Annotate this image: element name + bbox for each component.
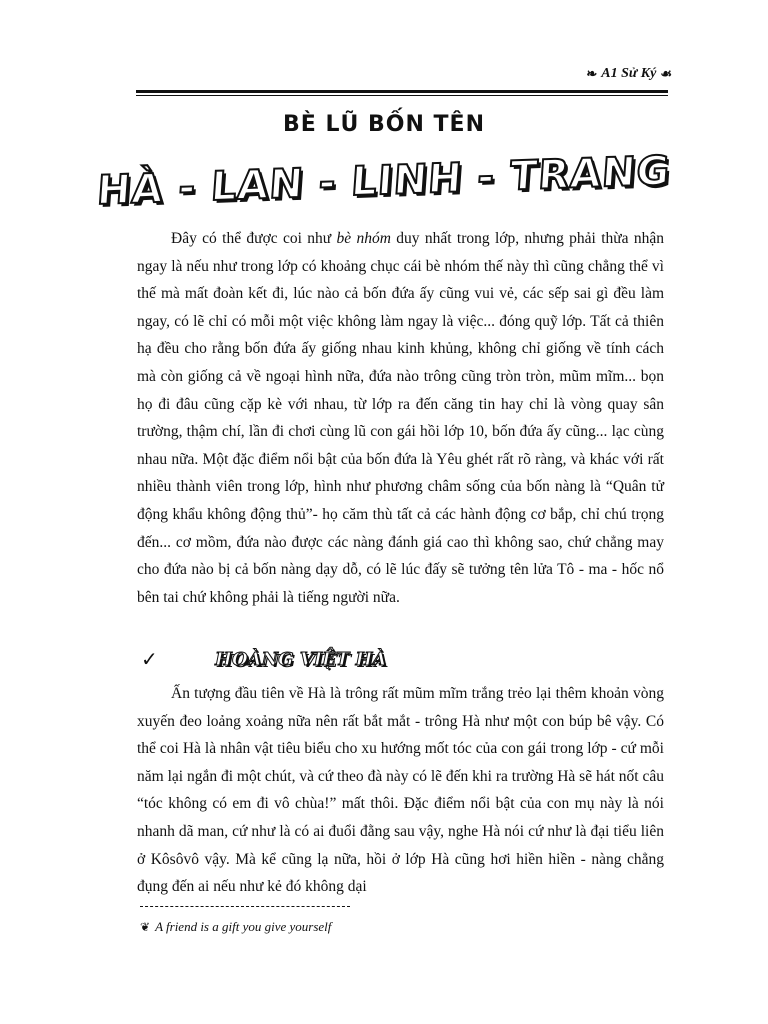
footer <box>140 919 331 935</box>
fleuron-left-icon: ❧ <box>586 66 598 81</box>
page-subtitle <box>0 147 768 215</box>
running-header <box>586 66 672 82</box>
paragraph-1-rest: duy nhất trong lớp, nhưng phải thừa nhận ngay là nếu như trong lớp có khoảng chục cái bè nhóm thế này thì cũng chẳng thể vì thế mà mất đoàn kết đi, lúc nào cả bốn đứa ấy cũng vui vẻ, các sếp sai gì đều làm ngay, có lẽ chỉ có mỗi một việc không làm ngay là việc... đóng quỹ lớp. Tất cả thiên hạ đều cho rằng bốn đứa ấy giống nhau kinh khủng, không chỉ giống về tính cách mà còn giống cả về ngoại hình nữa, đứa nào trông cũng tròn tròn, mũm mĩm... bọn họ đi đâu cũng cặp kè với nhau, từ lớp ra đến căng tin hay chỉ là vòng quay sân trường, thậm chí, lần đi chơi cùng lũ con gái hồi lớp 10, bốn đứa ấy cũng... lạc cùng nhau nữa. Một đặc điểm nổi bật của bốn đứa là Yêu ghét rất rõ ràng, và khác với rất nhiều thành viên trong lớp, hình như phương châm sống của bốn nàng là “Quân tử động khẩu không động thủ”- họ căm thù tất cả các hành động cơ bắp, chỉ chú trọng đến... cơ mồm, đứa nào được các nàng đánh giá cao thì không sao, chứ chẳng may cho đứa nào bị cả bốn nàng dạy dỗ, có lẽ lúc đấy sẽ tưởng tên lửa Tô - ma - hốc nổ bên tai chứ không phải là tiếng người nữa. <box>137 230 665 606</box>
footer-text: A friend is a gift you give yourself <box>155 919 332 934</box>
footer-rule <box>140 906 350 907</box>
fleuron-right-icon: ☙ <box>660 66 672 81</box>
body-paragraph-1 <box>137 225 664 611</box>
paragraph-1-start: Đây có thể được coi như <box>171 230 337 247</box>
page-subtitle-text: HÀ - LAN - LINH - TRANG <box>95 147 673 215</box>
section-heading <box>141 647 386 671</box>
floral-heart-icon: ❦ <box>140 919 151 934</box>
header-rule <box>136 90 668 93</box>
emphasis-text: bè nhóm <box>336 230 391 247</box>
section-title: HOÀNG VIỆT HÀ <box>215 648 387 670</box>
checkmark-icon: ✓ <box>141 647 158 671</box>
running-header-text: A1 Sử Ký <box>601 66 657 81</box>
body-paragraph-2: Ấn tượng đầu tiên về Hà là trông rất mũm mĩm trắng trẻo lại thêm khoản vòng xuyến đeo loảng xoảng nữa nên rất bắt mắt - trông Hà như một con búp bê vậy. Có thể coi Hà là nhân vật tiêu biểu cho xu hướng mốt tóc của con gái trong lớp - cứ mỗi năm lại ngắn đi một chút, và cứ theo đà này có lẽ đến khi ra trường Hà sẽ hát nốt câu “tóc không có em đi vô chùa!” mất thôi. Đặc điểm nổi bật của con mụ này là nói nhanh dã man, cứ như là có ai đuổi đằng sau vậy, nghe Hà nói cứ như là đại tiểu liên ở Kôsôvô vậy. Mà kể cũng lạ nữa, hồi ở lớp Hà cũng hơi hiền hiền - nàng chẳng đụng đến ai nếu như kẻ đó không dại <box>137 685 664 896</box>
page-title: BÈ LŨ BỐN TÊN <box>283 112 485 137</box>
